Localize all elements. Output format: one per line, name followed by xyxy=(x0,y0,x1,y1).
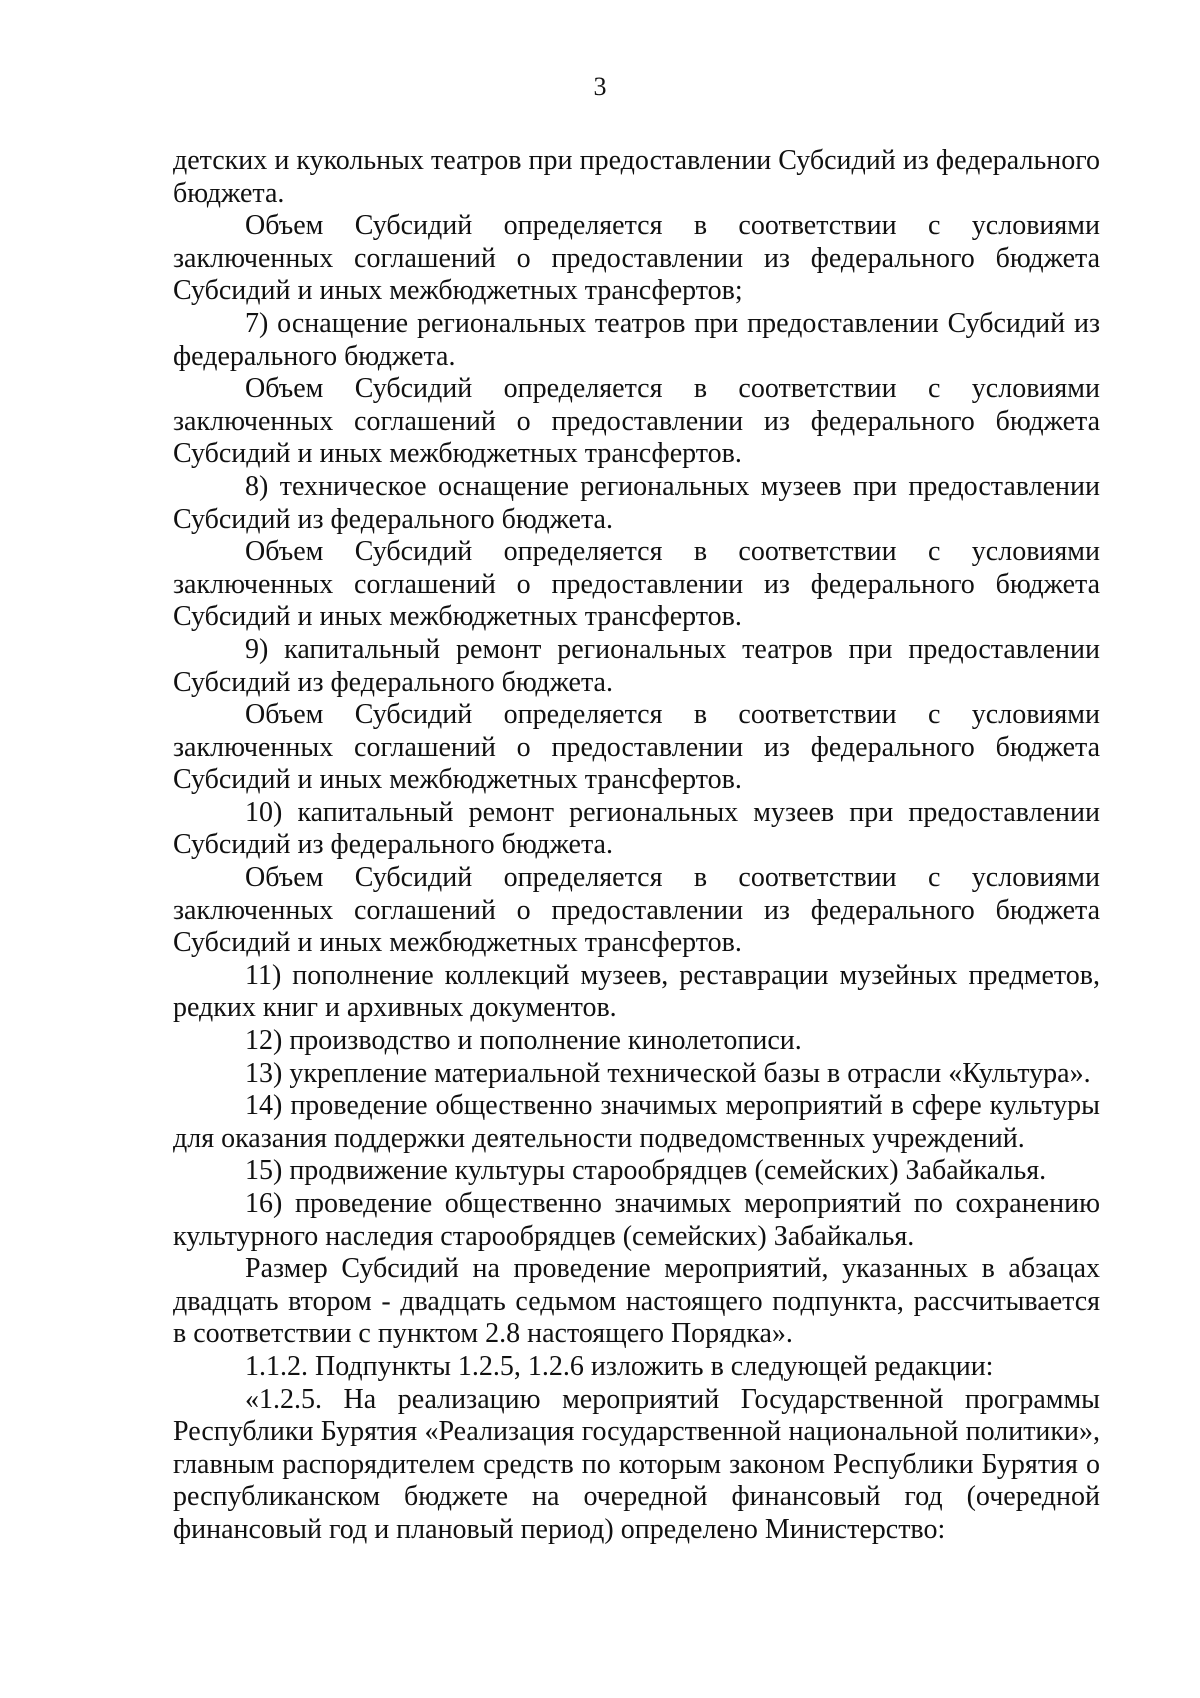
paragraph: 8) техническое оснащение региональных музеев при предоставлении Субсидий из федерального бюджета. xyxy=(173,470,1100,535)
paragraph: 10) капитальный ремонт региональных музеев при предоставлении Субсидий из федерального бюджета. xyxy=(173,796,1100,861)
paragraph: Объем Субсидий определяется в соответствии с условиями заключенных соглашений о предоставлении из федерального бюджета Субсидий и иных межбюджетных трансфертов. xyxy=(173,862,1100,959)
paragraph: 12) производство и пополнение кинолетописи. xyxy=(245,1025,802,1057)
paragraph: Объем Субсидий определяется в соответствии с условиями заключенных соглашений о предоставлении из федерального бюджета Субсидий и иных межбюджетных трансфертов. xyxy=(173,536,1100,633)
paragraph: 1.1.2. Подпункты 1.2.5, 1.2.6 изложить в следующей редакции: xyxy=(245,1350,994,1382)
document-body xyxy=(173,145,1100,1547)
paragraph: 14) проведение общественно значимых мероприятий в сфере культуры для оказания поддержки деятельности подведомственных учреждений. xyxy=(173,1090,1100,1154)
paragraph: Объем Субсидий определяется в соответствии с условиями заключенных соглашений о предоставлении из федерального бюджета Субсидий и иных межбюджетных трансфертов. xyxy=(173,699,1100,796)
paragraph: 13) укрепление материальной технической базы в отрасли «Культура». xyxy=(245,1057,1091,1089)
paragraph: 15) продвижение культуры старообрядцев (семейских) Забайкалья. xyxy=(245,1155,1047,1187)
paragraph: Объем Субсидий определяется в соответствии с условиями заключенных соглашений о предоставлении из федерального бюджета Субсидий и иных межбюджетных трансфертов; xyxy=(173,210,1100,307)
paragraph: «1.2.5. На реализацию мероприятий Государственной программы Республики Бурятия «Реализация государственной национальной политики», главным распорядителем средств по которым законом Республики Бурятия о республиканском бюджете на очередной финансовый год (очередной финансовый год и плановый период) определено Министерство: xyxy=(173,1383,1100,1545)
page-number: 3 xyxy=(593,72,607,101)
paragraph: 16) проведение общественно значимых мероприятий по сохранению культурного наследия старообрядцев (семейских) Забайкалья. xyxy=(173,1188,1100,1252)
paragraph: 7) оснащение региональных театров при предоставлении Субсидий из федерального бюджета. xyxy=(173,307,1100,372)
paragraph: детских и кукольных театров при предоставлении Субсидий из федерального бюджета. xyxy=(173,145,1100,209)
paragraph: Объем Субсидий определяется в соответствии с условиями заключенных соглашений о предоставлении из федерального бюджета Субсидий и иных межбюджетных трансфертов. xyxy=(173,373,1100,470)
paragraph: Размер Субсидий на проведение мероприятий, указанных в абзацах двадцать втором - двадцать седьмом настоящего подпункта, рассчитывается в соответствии с пунктом 2.8 настоящего Порядка». xyxy=(173,1253,1100,1350)
paragraph: 11) пополнение коллекций музеев, реставрации музейных предметов, редких книг и архивных документов. xyxy=(173,959,1100,1024)
paragraph: 9) капитальный ремонт региональных театров при предоставлении Субсидий из федерального бюджета. xyxy=(173,633,1100,698)
